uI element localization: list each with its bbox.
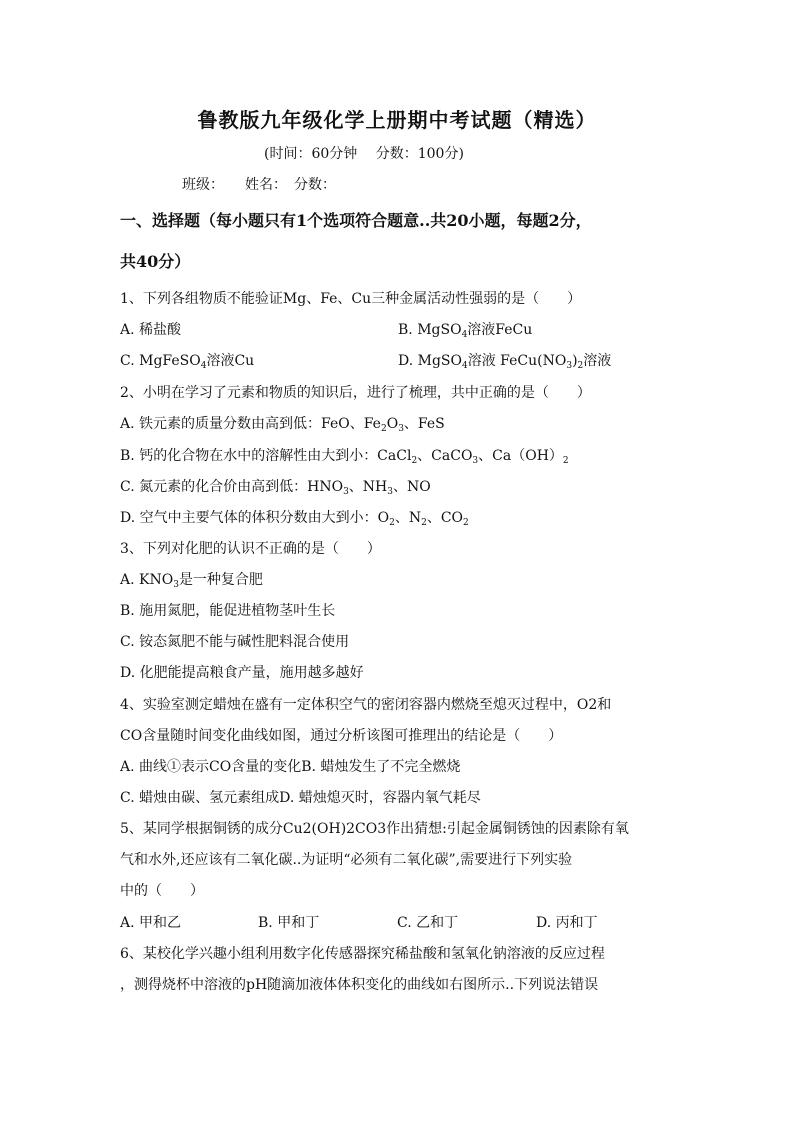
question-4-options-ab: A. 曲线①表示CO含量的变化B. 蜡烛发生了不完全燃烧 (120, 759, 461, 775)
question-3-option-c: C. 铵态氮肥不能与碱性肥料混合使用 (120, 634, 350, 650)
question-4-stem: 4、实验室测定蜡烛在盛有一定体积空气的密闭容器内燃烧至熄灭过程中，O2和 (120, 697, 612, 713)
section-heading-cont: 共40分） (120, 252, 191, 271)
question-5-stem-cont: 气和水外,还应该有二氧化碳..为证明“必须有二氧化碳”,需要进行下列实验 (120, 852, 573, 868)
question-5-stem-end: 中的（ ） (120, 883, 204, 899)
question-5-option-d: D. 丙和丁 (536, 915, 598, 931)
question-4-stem-cont: CO含量随时间变化曲线如图，通过分析该图可推理出的结论是（ ） (120, 728, 563, 744)
question-1-option-c: C. MgFeSO$_4$溶液Cu (120, 353, 255, 371)
question-1-stem: 1、下列各组物质不能验证Mg、Fe、Cu三种金属活动性强弱的是（ ） (120, 291, 582, 307)
page-title: 鲁教版九年级化学上册期中考试题（精选） (197, 108, 597, 132)
question-2-option-c: C. 氮元素的化合价由高到低：$HNO_3$、$NH_3$、NO (120, 479, 431, 497)
question-2-option-b: B. 钙的化合物在水中的溶解性由大到小：CaCl$_2$、CaCO$_3$、$Ca(OH)_2$ (120, 448, 569, 466)
question-1-option-d: D. MgSO$_4$溶液 $FeCu(NO_3)_2$溶液 (398, 353, 612, 371)
question-6-stem-cont: ，测得烧杯中溶液的pH随滴加液体体积变化的曲线如右图所示..下列说法错误 (120, 977, 599, 993)
exam-info: (时间：60分钟 分数：100分) (264, 146, 464, 162)
question-1-option-b: B. MgSO$_4$溶液FeCu (398, 322, 533, 340)
question-5-option-c: C. 乙和丁 (397, 915, 459, 931)
section-heading: 一、选择题（每小题只有1个选项符合题意..共20小题，每题2分， (120, 211, 592, 230)
question-6-stem: 6、某校化学兴趣小组利用数字化传感器探究稀盐酸和氢氧化钠溶液的反应过程 (120, 946, 605, 962)
question-2-option-a: A. 铁元素的质量分数由高到低：FeO、$Fe_2O_3$、FeS (120, 416, 445, 434)
question-3-stem: 3、下列对化肥的认识不正确的是（ ） (120, 541, 381, 557)
question-4-options-cd: C. 蜡烛由碳、氢元素组成D. 蜡烛熄灭时，容器内氧气耗尽 (120, 790, 481, 806)
question-2-stem: 2、小明在学习了元素和物质的知识后，进行了梳理，共中正确的是（ ） (120, 385, 591, 401)
question-3-option-b: B. 施用氮肥，能促进植物茎叶生长 (120, 603, 336, 619)
question-5-option-a: A. 甲和乙 (120, 915, 182, 931)
question-2-option-d: D. 空气中主要气体的体积分数由大到小：$O_2$、$N_2$、$CO_2$ (120, 510, 469, 528)
question-1-option-a: A. 稀盐酸 (120, 322, 182, 338)
question-3-option-d: D. 化肥能提高粮食产量，施用越多越好 (120, 665, 364, 681)
question-5-option-b: B. 甲和丁 (258, 915, 320, 931)
student-fields: 班级： 姓名： 分数： (182, 177, 336, 193)
question-5-stem: 5、某同学根据铜锈的成分Cu2(OH)2CO3作出猜想:引起金属铜锈蚀的因素除有氧 (120, 821, 629, 837)
question-3-option-a: A. $KNO_3$是一种复合肥 (120, 572, 263, 590)
